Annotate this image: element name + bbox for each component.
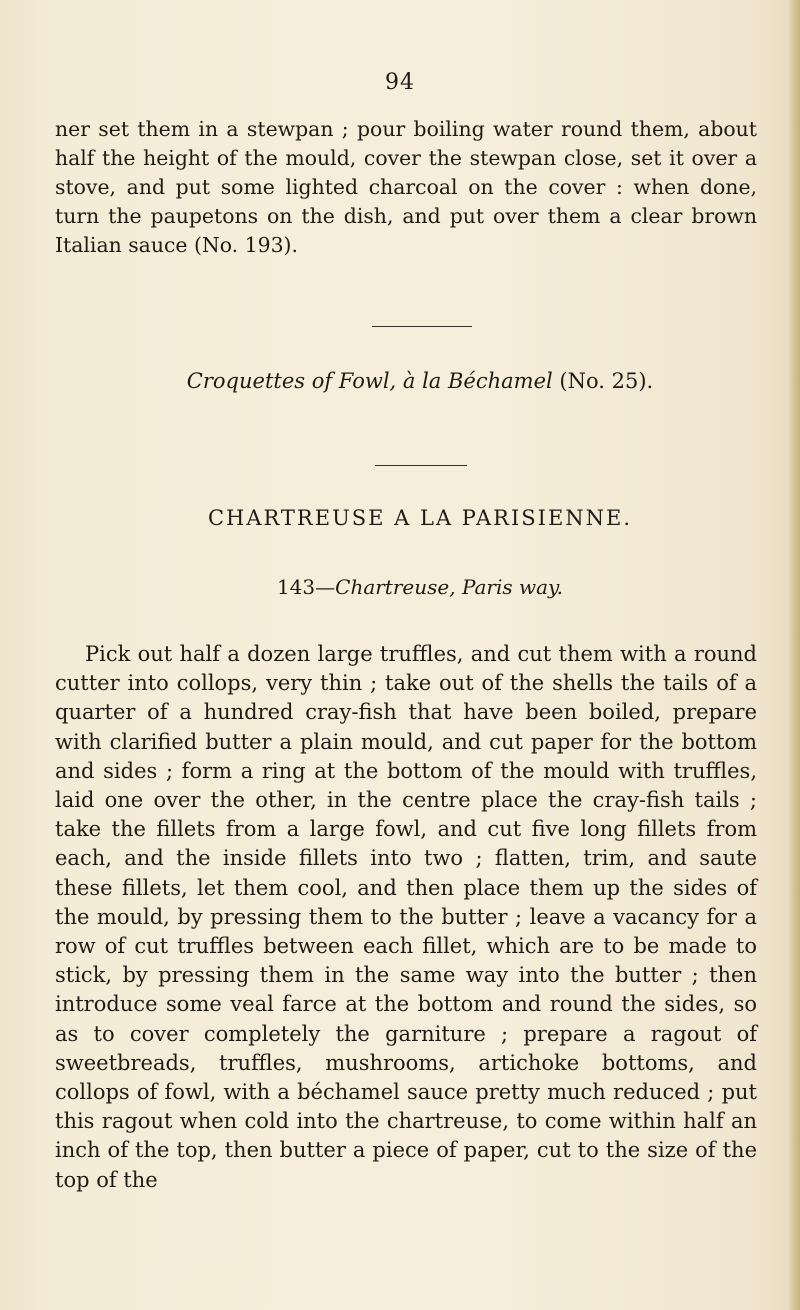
continued-paragraph: ner set them in a stewpan ; pour boiling water round them, about half the height of the mould, cover the stewpan close, set it over a stove, and put some lighted charcoal on the cover : when done, turn the paupetons on the dish, and put over them a clear brown Italian sauce (No. 193). [55,117,757,257]
recipe-heading [0,575,800,599]
page-edge-shadow [788,0,800,1310]
section-title: CHARTREUSE A LA PARISIENNE. [207,506,633,530]
page-number: 94 [385,70,415,95]
croquettes-title: Croquettes of Fowl, à la Béchamel [186,369,553,393]
divider-rule-top [372,326,472,327]
divider-rule-bottom [375,465,467,466]
recipe-body: Pick out half a dozen large truffles, and cut them with a round cutter into collops, very thin ; take out of the shells the tails of a quarter of a hundred cray-fish that have been boiled, prepare with clarified butter a plain mould, and cut paper for the bottom and sides ; form a ring at the bottom of the mould with truffles, laid one over the other, in the centre place the cray-fish tails ; take the fillets from a large fowl, and cut five long fillets from each, and the inside fillets into two ; flatten, trim, and saute these fillets, let them cool, and then place them up the sides of the mould, by pressing them to the butter ; leave a vacancy for a row of cut truffles between each fillet, which are to be made to stick, by pressing them in the same way into the butter ; then introduce some veal farce at the bottom and round the sides, so as to cover completely the garniture ; prepare a ragout of sweetbreads, truffles, mushrooms, artichoke bottoms, and collops of fowl, with a béchamel sauce pretty much reduced ; put this ragout when cold into the chartreuse, to come within half an inch of the top, then butter a piece of paper, cut to the size of the top of the [55,642,757,1192]
recipe-name: Chartreuse, Paris way. [335,575,564,599]
croquettes-heading [0,369,800,393]
croquettes-reference: (No. 25). [552,369,654,393]
recipe-number: 143— [276,575,336,599]
